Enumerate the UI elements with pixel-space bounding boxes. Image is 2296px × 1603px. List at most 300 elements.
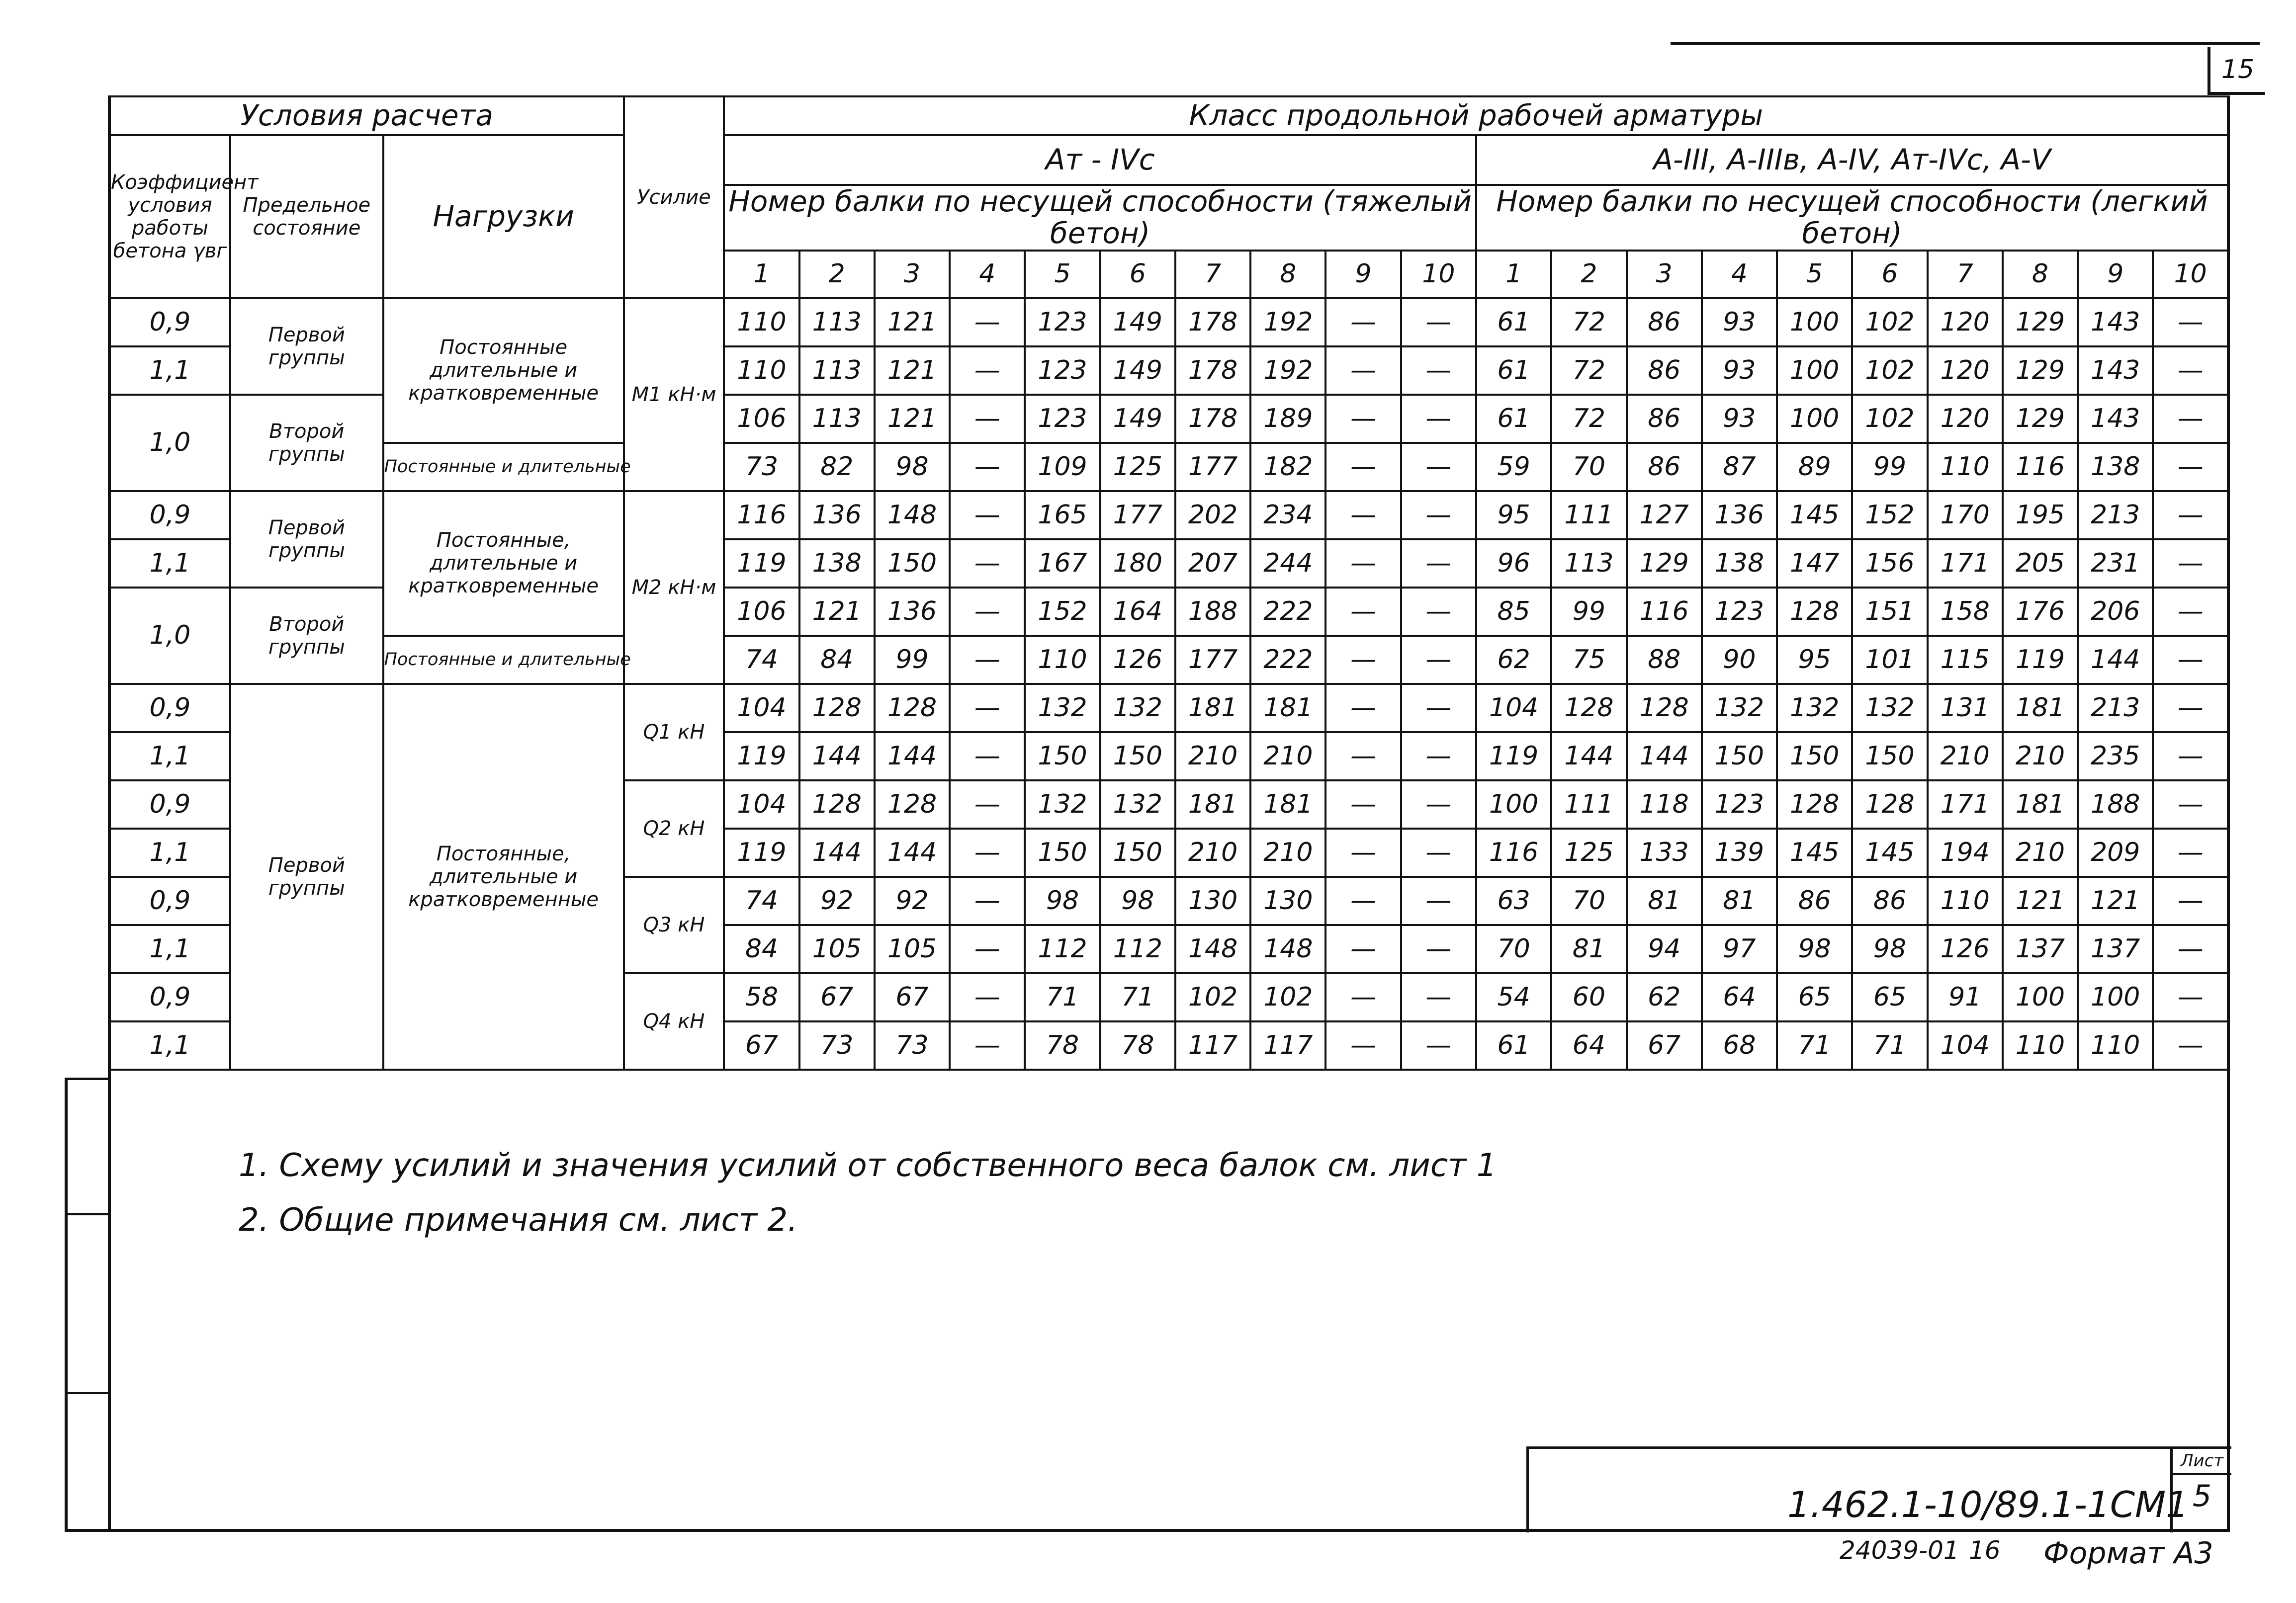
- value-cell: 128: [1777, 588, 1852, 636]
- value-cell: 73: [799, 1021, 875, 1070]
- value-cell: 181: [2003, 780, 2078, 829]
- value-cell: —: [1401, 588, 1476, 636]
- binding-tick-3: [65, 1392, 109, 1394]
- col-number: 2: [799, 251, 875, 298]
- value-cell: 132: [1025, 780, 1100, 829]
- value-cell: 98: [875, 443, 950, 491]
- value-cell: 109: [1025, 443, 1100, 491]
- value-cell: 123: [1025, 346, 1100, 395]
- value-cell: 210: [2003, 829, 2078, 877]
- value-cell: 62: [1627, 973, 1702, 1021]
- col-number: 2: [1551, 251, 1626, 298]
- value-cell: —: [950, 346, 1025, 395]
- value-cell: 195: [2003, 491, 2078, 539]
- value-cell: 181: [2003, 684, 2078, 732]
- value-cell: 120: [1928, 346, 2003, 395]
- value-cell: 192: [1250, 298, 1325, 346]
- sheet-value: 5: [2192, 1479, 2212, 1514]
- value-cell: 86: [1852, 877, 1927, 925]
- value-cell: 62: [1476, 636, 1551, 684]
- value-cell: 60: [1551, 973, 1626, 1021]
- value-cell: 95: [1777, 636, 1852, 684]
- value-cell: 181: [1250, 780, 1325, 829]
- value-cell: 73: [724, 443, 799, 491]
- value-cell: 121: [2078, 877, 2153, 925]
- value-cell: 110: [724, 298, 799, 346]
- value-cell: 126: [1100, 636, 1175, 684]
- value-cell: —: [2153, 732, 2228, 780]
- value-cell: 110: [2078, 1021, 2153, 1070]
- value-cell: 213: [2078, 491, 2153, 539]
- value-cell: 72: [1551, 395, 1626, 443]
- value-cell: 128: [1852, 780, 1927, 829]
- value-cell: 94: [1627, 925, 1702, 973]
- col-number: 5: [1777, 251, 1852, 298]
- value-cell: 129: [1627, 539, 1702, 588]
- value-cell: 101: [1852, 636, 1927, 684]
- col-number: 1: [1476, 251, 1551, 298]
- value-cell: 151: [1852, 588, 1927, 636]
- value-cell: 206: [2078, 588, 2153, 636]
- value-cell: 222: [1250, 588, 1325, 636]
- value-cell: 119: [1476, 732, 1551, 780]
- value-cell: 86: [1777, 877, 1852, 925]
- value-cell: 98: [1025, 877, 1100, 925]
- value-cell: —: [1325, 877, 1401, 925]
- value-cell: —: [1401, 443, 1476, 491]
- value-cell: 132: [1852, 684, 1927, 732]
- value-cell: —: [1325, 925, 1401, 973]
- force-q2: Q2 кН: [624, 780, 724, 877]
- value-cell: 181: [1250, 684, 1325, 732]
- value-cell: 209: [2078, 829, 2153, 877]
- value-cell: 104: [1476, 684, 1551, 732]
- value-cell: 244: [1250, 539, 1325, 588]
- limit-second: Второй группы: [230, 395, 383, 491]
- sheet-label: Лист: [2173, 1449, 2231, 1475]
- value-cell: —: [2153, 973, 2228, 1021]
- value-cell: 181: [1175, 780, 1250, 829]
- value-cell: 177: [1100, 491, 1175, 539]
- header-loads: Нагрузки: [383, 135, 624, 298]
- value-cell: 129: [2003, 298, 2078, 346]
- value-cell: 123: [1702, 588, 1777, 636]
- value-cell: 121: [875, 395, 950, 443]
- value-cell: 100: [1777, 346, 1852, 395]
- value-cell: 144: [799, 732, 875, 780]
- value-cell: —: [1325, 346, 1401, 395]
- value-cell: 91: [1928, 973, 2003, 1021]
- value-cell: 139: [1702, 829, 1777, 877]
- value-cell: —: [1325, 973, 1401, 1021]
- value-cell: 144: [875, 732, 950, 780]
- value-cell: 178: [1175, 395, 1250, 443]
- value-cell: 90: [1702, 636, 1777, 684]
- value-cell: —: [2153, 491, 2228, 539]
- value-cell: 105: [875, 925, 950, 973]
- value-cell: —: [950, 732, 1025, 780]
- value-cell: 150: [1702, 732, 1777, 780]
- value-cell: 70: [1551, 877, 1626, 925]
- value-cell: 100: [1777, 395, 1852, 443]
- value-cell: 71: [1852, 1021, 1927, 1070]
- value-cell: 59: [1476, 443, 1551, 491]
- notes: [239, 1138, 1497, 1248]
- value-cell: 150: [1025, 732, 1100, 780]
- value-cell: 111: [1551, 780, 1626, 829]
- value-cell: 117: [1250, 1021, 1325, 1070]
- value-cell: 86: [1627, 443, 1702, 491]
- col-number: 8: [1250, 251, 1325, 298]
- value-cell: 93: [1702, 346, 1777, 395]
- value-cell: 145: [1777, 491, 1852, 539]
- header-beam-light: Номер балки по несущей способности (легкий бетон): [1476, 185, 2228, 251]
- value-cell: 171: [1928, 539, 2003, 588]
- paper-format: Формат А3: [2043, 1536, 2213, 1571]
- value-cell: —: [1325, 588, 1401, 636]
- value-cell: 231: [2078, 539, 2153, 588]
- coef-cell: 1,1: [110, 1021, 230, 1070]
- col-number: 10: [1401, 251, 1476, 298]
- value-cell: —: [950, 491, 1025, 539]
- value-cell: 121: [875, 298, 950, 346]
- value-cell: —: [1325, 395, 1401, 443]
- value-cell: 116: [1476, 829, 1551, 877]
- col-number: 1: [724, 251, 799, 298]
- coef-cell: 0,9: [110, 298, 230, 346]
- value-cell: 82: [799, 443, 875, 491]
- value-cell: —: [2153, 346, 2228, 395]
- value-cell: 144: [799, 829, 875, 877]
- value-cell: 126: [1928, 925, 2003, 973]
- limit-first: Первой группы: [230, 684, 383, 1070]
- header-class-b: А-III, А-IIIв, А-IV, Ат-IVс, А-V: [1476, 135, 2228, 185]
- value-cell: 63: [1476, 877, 1551, 925]
- value-cell: 138: [1702, 539, 1777, 588]
- value-cell: —: [2153, 829, 2228, 877]
- value-cell: —: [2153, 780, 2228, 829]
- value-cell: —: [1401, 491, 1476, 539]
- value-cell: 178: [1175, 298, 1250, 346]
- value-cell: 158: [1928, 588, 2003, 636]
- value-cell: 144: [1551, 732, 1626, 780]
- value-cell: 123: [1025, 298, 1100, 346]
- value-cell: 210: [1175, 829, 1250, 877]
- value-cell: 182: [1250, 443, 1325, 491]
- value-cell: 177: [1175, 636, 1250, 684]
- value-cell: 98: [1777, 925, 1852, 973]
- coef-cell: 1,1: [110, 829, 230, 877]
- value-cell: 113: [799, 346, 875, 395]
- value-cell: 87: [1702, 443, 1777, 491]
- value-cell: —: [950, 636, 1025, 684]
- col-number: 9: [1325, 251, 1401, 298]
- force-q4: Q4 кН: [624, 973, 724, 1070]
- col-number: 7: [1175, 251, 1250, 298]
- document-code: 1.462.1-10/89.1-1СМ1: [1787, 1484, 2189, 1525]
- value-cell: 144: [875, 829, 950, 877]
- value-cell: —: [1401, 925, 1476, 973]
- value-cell: —: [2153, 684, 2228, 732]
- value-cell: 64: [1702, 973, 1777, 1021]
- loads-perm: Постоянные и длительные: [383, 636, 624, 684]
- value-cell: —: [950, 780, 1025, 829]
- value-cell: 104: [724, 684, 799, 732]
- value-cell: 132: [1702, 684, 1777, 732]
- value-cell: 192: [1250, 346, 1325, 395]
- value-cell: —: [950, 973, 1025, 1021]
- header-class-title: Класс продольной рабочей арматуры: [724, 96, 2228, 135]
- value-cell: 148: [1250, 925, 1325, 973]
- value-cell: —: [2153, 636, 2228, 684]
- binding-tick-1: [65, 1078, 109, 1080]
- value-cell: —: [2153, 588, 2228, 636]
- value-cell: 205: [2003, 539, 2078, 588]
- value-cell: 111: [1551, 491, 1626, 539]
- value-cell: —: [950, 1021, 1025, 1070]
- value-cell: 132: [1025, 684, 1100, 732]
- col-number: 4: [1702, 251, 1777, 298]
- coef-cell: 1,1: [110, 925, 230, 973]
- value-cell: 148: [875, 491, 950, 539]
- note-1: 1. Схему усилий и значения усилий от собственного веса балок см. лист 1: [239, 1147, 1497, 1184]
- value-cell: 74: [724, 636, 799, 684]
- value-cell: 81: [1702, 877, 1777, 925]
- value-cell: 120: [1928, 298, 2003, 346]
- value-cell: 234: [1250, 491, 1325, 539]
- value-cell: 136: [875, 588, 950, 636]
- value-cell: —: [1325, 829, 1401, 877]
- loads-all: Постоянные, длительные и кратковременные: [383, 491, 624, 636]
- value-cell: 100: [1777, 298, 1852, 346]
- loads-perm: Постоянные и длительные: [383, 443, 624, 491]
- value-cell: 178: [1175, 346, 1250, 395]
- col-number: 8: [2003, 251, 2078, 298]
- value-cell: 67: [799, 973, 875, 1021]
- value-cell: 93: [1702, 298, 1777, 346]
- value-cell: 130: [1175, 877, 1250, 925]
- header-force: Усилие: [624, 96, 724, 298]
- col-number: 5: [1025, 251, 1100, 298]
- value-cell: 89: [1777, 443, 1852, 491]
- value-cell: 71: [1025, 973, 1100, 1021]
- value-cell: 113: [799, 298, 875, 346]
- value-cell: —: [1325, 298, 1401, 346]
- coef-cell: 1,1: [110, 732, 230, 780]
- value-cell: 84: [724, 925, 799, 973]
- value-cell: 143: [2078, 395, 2153, 443]
- value-cell: 74: [724, 877, 799, 925]
- value-cell: —: [2153, 443, 2228, 491]
- col-number: 6: [1852, 251, 1927, 298]
- value-cell: 78: [1025, 1021, 1100, 1070]
- value-cell: 75: [1551, 636, 1626, 684]
- value-cell: 128: [875, 780, 950, 829]
- value-cell: —: [950, 877, 1025, 925]
- value-cell: 181: [1175, 684, 1250, 732]
- value-cell: 61: [1476, 395, 1551, 443]
- value-cell: 149: [1100, 346, 1175, 395]
- value-cell: 188: [1175, 588, 1250, 636]
- value-cell: 119: [724, 732, 799, 780]
- value-cell: 71: [1777, 1021, 1852, 1070]
- value-cell: 97: [1702, 925, 1777, 973]
- value-cell: —: [1325, 491, 1401, 539]
- value-cell: 67: [875, 973, 950, 1021]
- value-cell: 88: [1627, 636, 1702, 684]
- value-cell: —: [950, 539, 1025, 588]
- value-cell: 147: [1777, 539, 1852, 588]
- table-row: [110, 684, 2228, 732]
- value-cell: 73: [875, 1021, 950, 1070]
- value-cell: 113: [799, 395, 875, 443]
- value-cell: 67: [1627, 1021, 1702, 1070]
- loads-all: Постоянные, длительные и кратковременные: [383, 684, 624, 1070]
- value-cell: 194: [1928, 829, 2003, 877]
- value-cell: —: [1325, 684, 1401, 732]
- copy-number: 16: [1969, 1536, 2001, 1565]
- value-cell: —: [1401, 636, 1476, 684]
- value-cell: 117: [1175, 1021, 1250, 1070]
- value-cell: —: [1401, 829, 1476, 877]
- value-cell: —: [1401, 539, 1476, 588]
- header-limit-state: Предельное состояние: [230, 135, 383, 298]
- force-m2: M2 кН·м: [624, 491, 724, 684]
- limit-first: Первой группы: [230, 491, 383, 588]
- value-cell: —: [1401, 780, 1476, 829]
- value-cell: 70: [1551, 443, 1626, 491]
- value-cell: —: [1401, 395, 1476, 443]
- value-cell: 136: [799, 491, 875, 539]
- binding-tick-2: [65, 1213, 109, 1215]
- value-cell: 210: [1250, 732, 1325, 780]
- header-coef: Коэффициент условия работы бетона γвг: [110, 135, 230, 298]
- value-cell: 102: [1852, 298, 1927, 346]
- value-cell: 65: [1852, 973, 1927, 1021]
- value-cell: 127: [1627, 491, 1702, 539]
- value-cell: 210: [1175, 732, 1250, 780]
- value-cell: —: [1325, 539, 1401, 588]
- col-number: 10: [2153, 251, 2228, 298]
- value-cell: —: [1325, 1021, 1401, 1070]
- coef-cell: 0,9: [110, 877, 230, 925]
- value-cell: 92: [799, 877, 875, 925]
- value-cell: 152: [1025, 588, 1100, 636]
- value-cell: 148: [1175, 925, 1250, 973]
- value-cell: 152: [1852, 491, 1927, 539]
- value-cell: 110: [724, 346, 799, 395]
- value-cell: 130: [1250, 877, 1325, 925]
- value-cell: —: [950, 925, 1025, 973]
- value-cell: 81: [1551, 925, 1626, 973]
- value-cell: 71: [1100, 973, 1175, 1021]
- value-cell: 129: [2003, 395, 2078, 443]
- value-cell: 102: [1250, 973, 1325, 1021]
- value-cell: 116: [724, 491, 799, 539]
- value-cell: 149: [1100, 395, 1175, 443]
- value-cell: 138: [2078, 443, 2153, 491]
- value-cell: 150: [875, 539, 950, 588]
- value-cell: 72: [1551, 346, 1626, 395]
- binding-strip: [65, 1078, 68, 1530]
- value-cell: 210: [2003, 732, 2078, 780]
- value-cell: 131: [1928, 684, 2003, 732]
- value-cell: 164: [1100, 588, 1175, 636]
- coef-cell: 1,1: [110, 539, 230, 588]
- value-cell: 188: [2078, 780, 2153, 829]
- value-cell: 129: [2003, 346, 2078, 395]
- value-cell: 143: [2078, 346, 2153, 395]
- value-cell: —: [1401, 346, 1476, 395]
- value-cell: 137: [2078, 925, 2153, 973]
- value-cell: 150: [1025, 829, 1100, 877]
- coef-cell: 0,9: [110, 780, 230, 829]
- value-cell: 128: [1777, 780, 1852, 829]
- value-cell: 119: [2003, 636, 2078, 684]
- value-cell: 123: [1025, 395, 1100, 443]
- value-cell: 106: [724, 588, 799, 636]
- value-cell: 68: [1702, 1021, 1777, 1070]
- value-cell: 112: [1025, 925, 1100, 973]
- value-cell: 144: [1627, 732, 1702, 780]
- value-cell: 210: [1250, 829, 1325, 877]
- table-row: [110, 636, 2228, 684]
- value-cell: —: [1325, 636, 1401, 684]
- value-cell: 150: [1852, 732, 1927, 780]
- value-cell: —: [1325, 780, 1401, 829]
- value-cell: 123: [1702, 780, 1777, 829]
- value-cell: 105: [799, 925, 875, 973]
- value-cell: 116: [2003, 443, 2078, 491]
- value-cell: 144: [2078, 636, 2153, 684]
- coef-cell: 0,9: [110, 491, 230, 539]
- value-cell: 128: [1627, 684, 1702, 732]
- value-cell: 189: [1250, 395, 1325, 443]
- coef-cell-merged: 1,0: [110, 588, 230, 684]
- value-cell: —: [950, 443, 1025, 491]
- value-cell: 115: [1928, 636, 2003, 684]
- coef-cell-merged: 1,0: [110, 395, 230, 491]
- value-cell: 150: [1777, 732, 1852, 780]
- value-cell: 128: [875, 684, 950, 732]
- value-cell: —: [1401, 298, 1476, 346]
- sheet-box: [2170, 1449, 2231, 1532]
- value-cell: 93: [1702, 395, 1777, 443]
- coef-cell: 1,1: [110, 346, 230, 395]
- value-cell: 86: [1627, 346, 1702, 395]
- value-cell: 176: [2003, 588, 2078, 636]
- value-cell: 128: [799, 684, 875, 732]
- table-row: [110, 491, 2228, 539]
- value-cell: 138: [799, 539, 875, 588]
- value-cell: 85: [1476, 588, 1551, 636]
- value-cell: —: [2153, 539, 2228, 588]
- value-cell: —: [1401, 1021, 1476, 1070]
- table-row: [110, 298, 2228, 346]
- value-cell: —: [1401, 684, 1476, 732]
- value-cell: 86: [1627, 298, 1702, 346]
- value-cell: 70: [1476, 925, 1551, 973]
- top-rule: [1671, 42, 2260, 45]
- value-cell: 235: [2078, 732, 2153, 780]
- value-cell: 121: [875, 346, 950, 395]
- value-cell: 171: [1928, 780, 2003, 829]
- force-m1: M1 кН·м: [624, 298, 724, 491]
- value-cell: 128: [799, 780, 875, 829]
- value-cell: 119: [724, 539, 799, 588]
- load-table: [109, 95, 2229, 1071]
- value-cell: 150: [1100, 732, 1175, 780]
